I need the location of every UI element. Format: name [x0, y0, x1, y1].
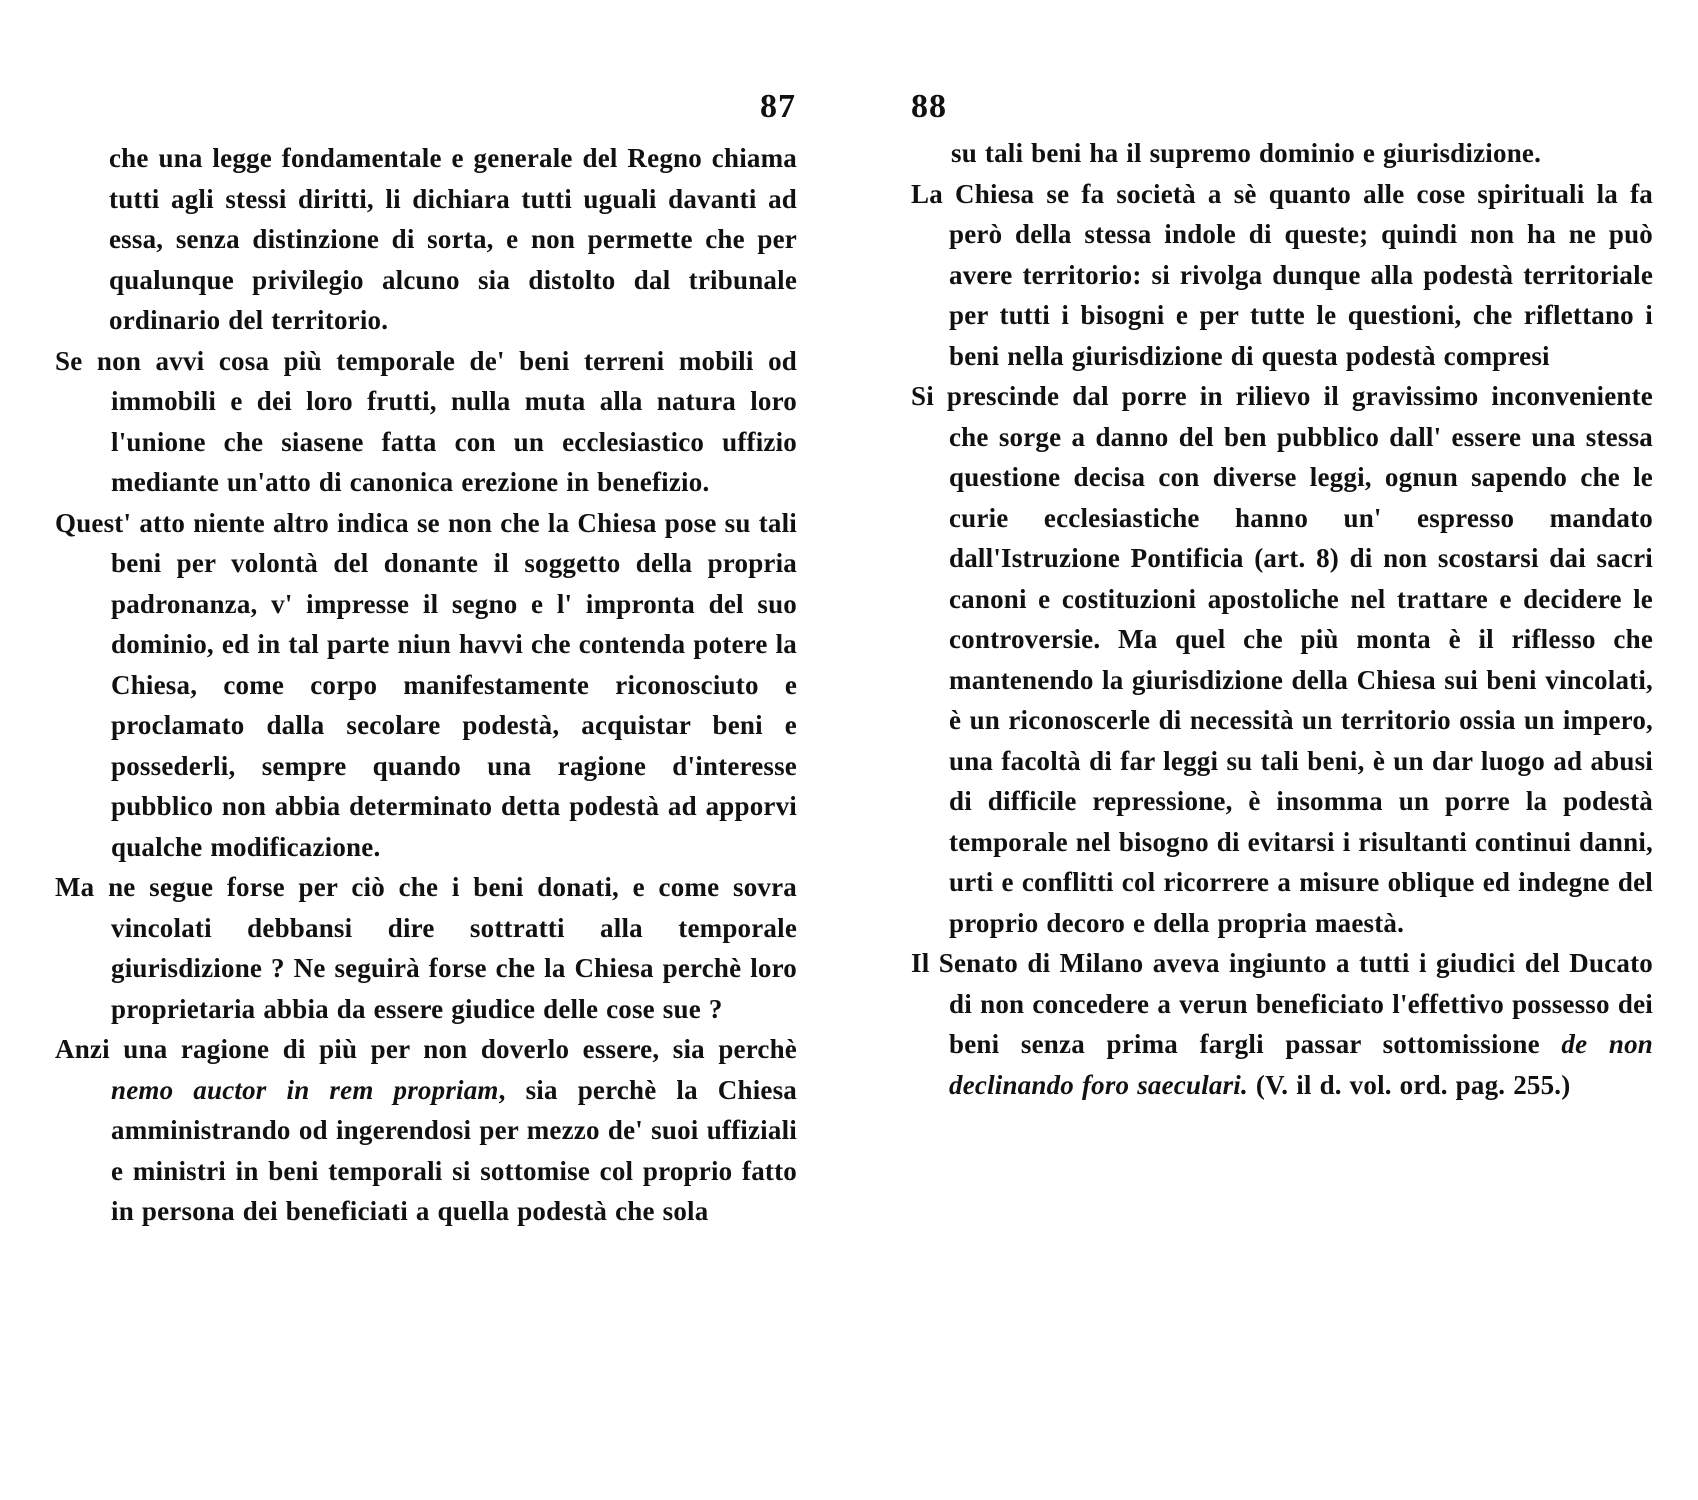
paragraph: Se non avvi cosa più temporale de' beni terreni mobili od immobili e dei loro frutti, nulla muta alla natura loro l'unione che siasene fatta con un ecclesiastico uffizio mediante un'atto di canonica erezione in benefizio.: [55, 345, 797, 497]
paragraph-text: , sia perchè la Chiesa amministrando od ingerendosi per mezzo de' suoi uffiziali e ministri in beni temporali si sottomise col proprio fatto in persona dei beneficiati a quella podestà che sola: [111, 1074, 797, 1226]
latin-phrase: nemo auctor in rem propriam: [111, 1074, 499, 1105]
paragraph: Ma ne segue forse per ciò che i beni donati, e come sovra vincolati debbansi dire sottratti alla temporale giurisdizione ? Ne seguirà forse che la Chiesa perchè loro proprietaria abbia da essere giudice delle cose sue ?: [55, 872, 797, 1024]
paragraph: Si prescinde dal porre in rilievo il gravissimo inconveniente che sorge a danno del ben pubblico dall' essere una stessa questione decisa con diverse leggi, ognun sapendo che le curie ecclesiastiche hanno un' espresso mandato dall'Istruzione Pontificia (art. 8) di non scostarsi dai sacri canoni e costituzioni apostoliche nel trattare e decidere le controversie. Ma quel che più monta è il riflesso che mantenendo la giurisdizione della Chiesa sui beni vincolati, è un riconoscerle di necessità un territorio ossia un impero, una facoltà di far leggi su tali beni, è un dar luogo ad abusi di difficile repressione, è insomma un porre la podestà temporale nel bisogno di evitarsi i risultanti continui danni, urti e conflitti col ricorrere a misure oblique ed indegne del proprio decoro e della propria maestà.: [911, 381, 1653, 938]
page-number-left: 87: [760, 88, 796, 125]
paragraph: Quest' atto niente altro indica se non che la Chiesa pose su tali beni per volontà del donante il soggetto della propria padronanza, v' impresse il segno e l' impronta del suo dominio, ed in tal parte niun havvi che contenda potere la Chiesa, come corpo manifestamente riconosciuto e proclamato dalla secolare podestà, acquistar beni e possederli, sempre quando una ragione d'interesse pubblico non abbia determinato detta podestà ad apporvi qualche modificazione.: [55, 507, 797, 862]
paragraph-continuation: su tali beni ha il supremo dominio e giurisdizione.: [951, 138, 1542, 168]
citation: (V. il d. vol. ord. pag. 255.): [1247, 1069, 1571, 1100]
latin-phrase: de non declinando foro saeculari.: [949, 1029, 1654, 1100]
right-page-text: [911, 133, 1653, 1105]
right-page: [849, 0, 1698, 1500]
paragraph-continuation: che una legge fondamentale e generale del Regno chiama tutti agli stessi diritti, li dichiara tutti uguali davanti ad essa, senza distinzione di sorta, e non permette che per qualunque privilegio alcuno sia distolto dal tribunale ordinario del territorio.: [109, 143, 797, 335]
paragraph-text: Anzi una ragione di più per non doverlo essere, sia perchè: [55, 1034, 797, 1064]
paragraph-with-latin-phrase: [911, 943, 1653, 1105]
paragraph-with-latin-phrase: [55, 1029, 797, 1232]
page-number-right: 88: [911, 88, 947, 125]
paragraph-text: Il Senato di Milano aveva ingiunto a tutti i giudici del Ducato di non concedere a verun beneficiato l'effettivo possesso dei beni senza prima fargli passar sottomissione: [911, 948, 1653, 1059]
paragraph: La Chiesa se fa società a sè quanto alle cose spirituali la fa però della stessa indole di queste; quindi non ha ne può avere territorio: si rivolga dunque alla podestà territoriale per tutti i bisogni e per tutte le questioni, che riflettano i beni nella giurisdizione di questa podestà compresi: [911, 178, 1653, 371]
left-page-text: [55, 138, 797, 1232]
